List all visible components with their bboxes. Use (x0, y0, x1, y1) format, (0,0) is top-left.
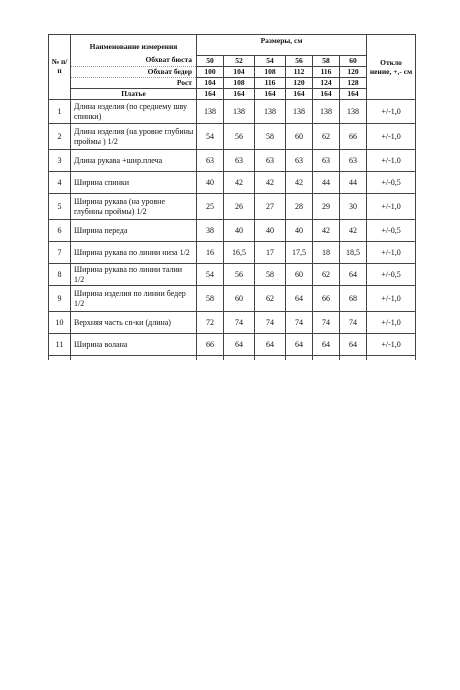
size-value: 17,5 (286, 242, 313, 264)
measure-value: 164 (255, 89, 286, 100)
size-value: 60 (286, 124, 313, 150)
table-row (49, 312, 416, 334)
continuation-cell (71, 356, 197, 361)
size-value: 40 (197, 172, 224, 194)
measure-value: 128 (340, 78, 367, 89)
measurement-name: Верхняя часть сп-ки (длина) (71, 312, 197, 334)
measure-value: 108 (255, 67, 286, 78)
row-number: 6 (49, 220, 71, 242)
deviation-header: Откло нение, +,- см (367, 35, 416, 100)
deviation-value: +/-0,5 (367, 220, 416, 242)
size-value: 64 (340, 334, 367, 356)
header-row-top (49, 35, 416, 56)
size-value: 62 (313, 264, 340, 286)
measure-value: 120 (286, 78, 313, 89)
table-row (49, 264, 416, 286)
measure-value: 52 (224, 56, 255, 67)
row-number: 4 (49, 172, 71, 194)
size-value: 63 (255, 150, 286, 172)
size-value: 42 (313, 220, 340, 242)
sizes-header: Размеры, см (197, 35, 367, 56)
deviation-value: +/-1.0 (367, 150, 416, 172)
continuation-cell (313, 356, 340, 361)
size-value: 29 (313, 194, 340, 220)
name-header: Наименование измерения (71, 35, 197, 56)
deviation-value: +/-1,0 (367, 312, 416, 334)
measure-label: Рост (71, 78, 197, 89)
size-value: 62 (313, 124, 340, 150)
size-value: 64 (224, 334, 255, 356)
measure-value: 124 (313, 78, 340, 89)
continuation-cell (49, 356, 71, 361)
deviation-value: +/-0,5 (367, 172, 416, 194)
continuation-cell (367, 356, 416, 361)
size-value: 64 (286, 334, 313, 356)
table-row (49, 242, 416, 264)
row-number: 10 (49, 312, 71, 334)
size-value: 63 (286, 150, 313, 172)
deviation-value: +/-1,0 (367, 100, 416, 124)
measure-label: Обхват бюста (71, 56, 197, 67)
measure-value: 164 (224, 89, 255, 100)
table-row (49, 220, 416, 242)
size-value: 54 (197, 264, 224, 286)
measurement-name: Ширина рукава (на уровне глубины проймы) 1/2 (71, 194, 197, 220)
table-row (49, 334, 416, 356)
size-value: 42 (286, 172, 313, 194)
table-row (49, 286, 416, 312)
size-value: 138 (286, 100, 313, 124)
size-value: 138 (255, 100, 286, 124)
measure-row (49, 67, 416, 78)
row-number: 11 (49, 334, 71, 356)
measure-value: 164 (313, 89, 340, 100)
size-chart-table (48, 34, 416, 360)
size-value: 63 (313, 150, 340, 172)
row-number: 7 (49, 242, 71, 264)
size-chart-sheet (48, 34, 415, 360)
deviation-value: +/-1,0 (367, 194, 416, 220)
measure-row (49, 78, 416, 89)
measure-value: 116 (313, 67, 340, 78)
size-value: 74 (286, 312, 313, 334)
deviation-value: +/-1,0 (367, 286, 416, 312)
continuation-cell (197, 356, 224, 361)
size-value: 58 (255, 124, 286, 150)
row-number: 1 (49, 100, 71, 124)
measurement-name: Ширина рукава по линии талии 1/2 (71, 264, 197, 286)
size-value: 62 (255, 286, 286, 312)
measure-value: 100 (197, 67, 224, 78)
deviation-value: +/-0,5 (367, 264, 416, 286)
row-number: 9 (49, 286, 71, 312)
size-value: 74 (255, 312, 286, 334)
measure-label: Платье (71, 89, 197, 100)
measure-value: 120 (340, 67, 367, 78)
continuation-cell (255, 356, 286, 361)
size-value: 56 (224, 264, 255, 286)
measure-value: 58 (313, 56, 340, 67)
measure-value: 112 (286, 67, 313, 78)
table-row (49, 100, 416, 124)
size-value: 40 (255, 220, 286, 242)
measure-value: 108 (224, 78, 255, 89)
measure-row (49, 56, 416, 67)
size-value: 18 (313, 242, 340, 264)
size-value: 42 (340, 220, 367, 242)
size-value: 58 (255, 264, 286, 286)
size-value: 44 (313, 172, 340, 194)
measurement-name: Ширина переда (71, 220, 197, 242)
deviation-value: +/-1,0 (367, 124, 416, 150)
measure-value: 104 (197, 78, 224, 89)
size-value: 138 (224, 100, 255, 124)
measurement-name: Длина рукава +шир.плеча (71, 150, 197, 172)
size-value: 40 (286, 220, 313, 242)
continuation-cell (340, 356, 367, 361)
size-value: 60 (224, 286, 255, 312)
measure-value: 54 (255, 56, 286, 67)
size-value: 64 (255, 334, 286, 356)
measure-value: 116 (255, 78, 286, 89)
size-value: 42 (224, 172, 255, 194)
table-row (49, 194, 416, 220)
deviation-value: +/-1,0 (367, 242, 416, 264)
continuation-cell (286, 356, 313, 361)
size-value: 56 (224, 124, 255, 150)
measure-value: 50 (197, 56, 224, 67)
row-number: 3 (49, 150, 71, 172)
measure-value: 164 (340, 89, 367, 100)
size-value: 74 (313, 312, 340, 334)
table-row (49, 150, 416, 172)
size-value: 74 (340, 312, 367, 334)
size-value: 38 (197, 220, 224, 242)
size-value: 16,5 (224, 242, 255, 264)
row-number: 5 (49, 194, 71, 220)
size-value: 40 (224, 220, 255, 242)
size-value: 54 (197, 124, 224, 150)
measure-label: Обхват бедер (71, 67, 197, 78)
size-value: 138 (313, 100, 340, 124)
size-value: 66 (340, 124, 367, 150)
size-value: 68 (340, 286, 367, 312)
table-continuation (49, 356, 416, 361)
row-number: 8 (49, 264, 71, 286)
size-value: 66 (197, 334, 224, 356)
size-value: 138 (340, 100, 367, 124)
size-value: 63 (340, 150, 367, 172)
continuation-cell (224, 356, 255, 361)
size-value: 30 (340, 194, 367, 220)
size-value: 63 (197, 150, 224, 172)
size-value: 27 (255, 194, 286, 220)
size-value: 16 (197, 242, 224, 264)
table-row (49, 124, 416, 150)
measure-value: 56 (286, 56, 313, 67)
size-value: 66 (313, 286, 340, 312)
size-value: 44 (340, 172, 367, 194)
size-value: 138 (197, 100, 224, 124)
measurement-name: Ширина изделия по линии бедер 1/2 (71, 286, 197, 312)
deviation-value: +/-1,0 (367, 334, 416, 356)
size-value: 58 (197, 286, 224, 312)
size-value: 17 (255, 242, 286, 264)
size-value: 26 (224, 194, 255, 220)
measure-value: 104 (224, 67, 255, 78)
measurement-name: Ширина волана (71, 334, 197, 356)
measure-row (49, 89, 416, 100)
size-value: 74 (224, 312, 255, 334)
table-row (49, 172, 416, 194)
size-value: 64 (340, 264, 367, 286)
measurement-name: Ширина рукава по линии низа 1/2 (71, 242, 197, 264)
size-value: 25 (197, 194, 224, 220)
size-value: 28 (286, 194, 313, 220)
size-value: 64 (286, 286, 313, 312)
measurement-name: Длина изделия (на уровне глубины проймы ) 1/2 (71, 124, 197, 150)
size-value: 63 (224, 150, 255, 172)
measurement-name: Длина изделия (по среднему шву спинки) (71, 100, 197, 124)
measure-value: 164 (286, 89, 313, 100)
row-number: 2 (49, 124, 71, 150)
measure-value: 60 (340, 56, 367, 67)
size-value: 42 (255, 172, 286, 194)
measure-value: 164 (197, 89, 224, 100)
measurement-name: Ширина спинки (71, 172, 197, 194)
num-header: № п/п (49, 35, 71, 100)
size-value: 18,5 (340, 242, 367, 264)
size-value: 64 (313, 334, 340, 356)
size-value: 72 (197, 312, 224, 334)
size-value: 60 (286, 264, 313, 286)
